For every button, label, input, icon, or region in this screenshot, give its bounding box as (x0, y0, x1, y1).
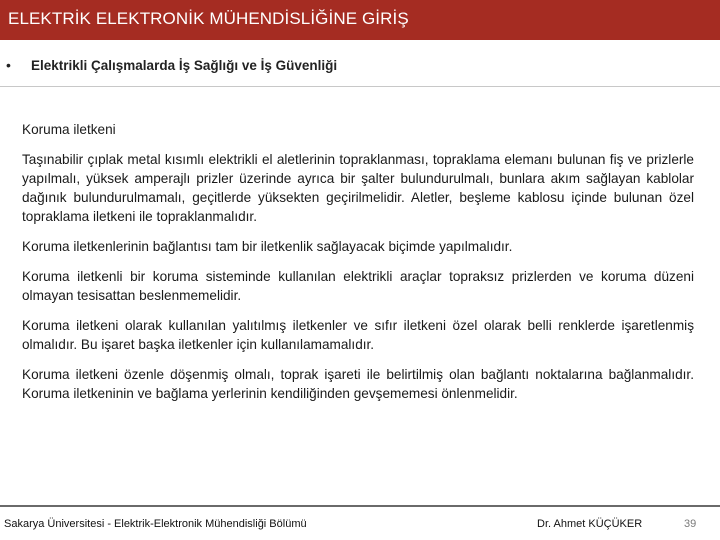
footer (0, 508, 720, 540)
footer-institution: Sakarya Üniversitesi - Elektrik-Elektronik Mühendisliği Bölümü (4, 518, 307, 530)
footer-divider (0, 505, 720, 507)
paragraph-1: Taşınabilir çıplak metal kısımlı elektrikli el aletlerinin topraklanması, topraklama elemanı bulunan fiş ve prizlerle yapılmalı, yüksek amperajlı prizler üzerinde ayrıca bir şalter bulundurulmalı, bunlara akım sağlayan kablolar dağınık bulundurulmamalı, geçitlerde yüksekten geçirilmelidir. Aletler, beşleme kablosu içinde bulunan özel topraklama iletkeni ile topraklanmalıdır. (22, 152, 694, 224)
paragraph-4: Koruma iletkeni olarak kullanılan yalıtılmış iletkenler ve sıfır iletkeni özel olarak belli renklerde işaretlenmiş olmalıdır. Bu işaret başka iletkenler için kullanılamamalıdır. (22, 318, 694, 352)
page-number: 39 (684, 518, 697, 530)
paragraph-2: Koruma iletkenlerinin bağlantısı tam bir iletkenlik sağlayacak biçimde yapılmalıdır. (22, 239, 513, 254)
paragraph-5: Koruma iletkeni özenle döşenmiş olmalı, toprak işareti ile belirtilmiş olan bağlantı noktalarına bağlanmalıdır. Koruma iletkeninin ve bağlama yerlerinin kendiliğinden gevşememesi önlenmelidir. (22, 367, 694, 401)
bullet-heading: Elektrikli Çalışmalarda İş Sağlığı ve İş Güvenliği (31, 58, 338, 73)
bullet-divider (0, 86, 720, 87)
section-heading: Koruma iletkeni (22, 122, 116, 137)
paragraph-3: Koruma iletkenli bir koruma sisteminde kullanılan elektrikli araçlar topraksız prizlerden ve koruma düzeni olmayan tesisattan beslenmemelidir. (22, 269, 694, 303)
bullet-row (6, 56, 706, 80)
slide-title: ELEKTRİK ELEKTRONİK MÜHENDİSLİĞİNE GİRİŞ (8, 9, 409, 28)
bullet-marker: • (6, 57, 11, 73)
footer-author: Dr. Ahmet KÜÇÜKER (537, 518, 643, 530)
slide-content (22, 120, 694, 414)
title-bar (0, 0, 720, 40)
